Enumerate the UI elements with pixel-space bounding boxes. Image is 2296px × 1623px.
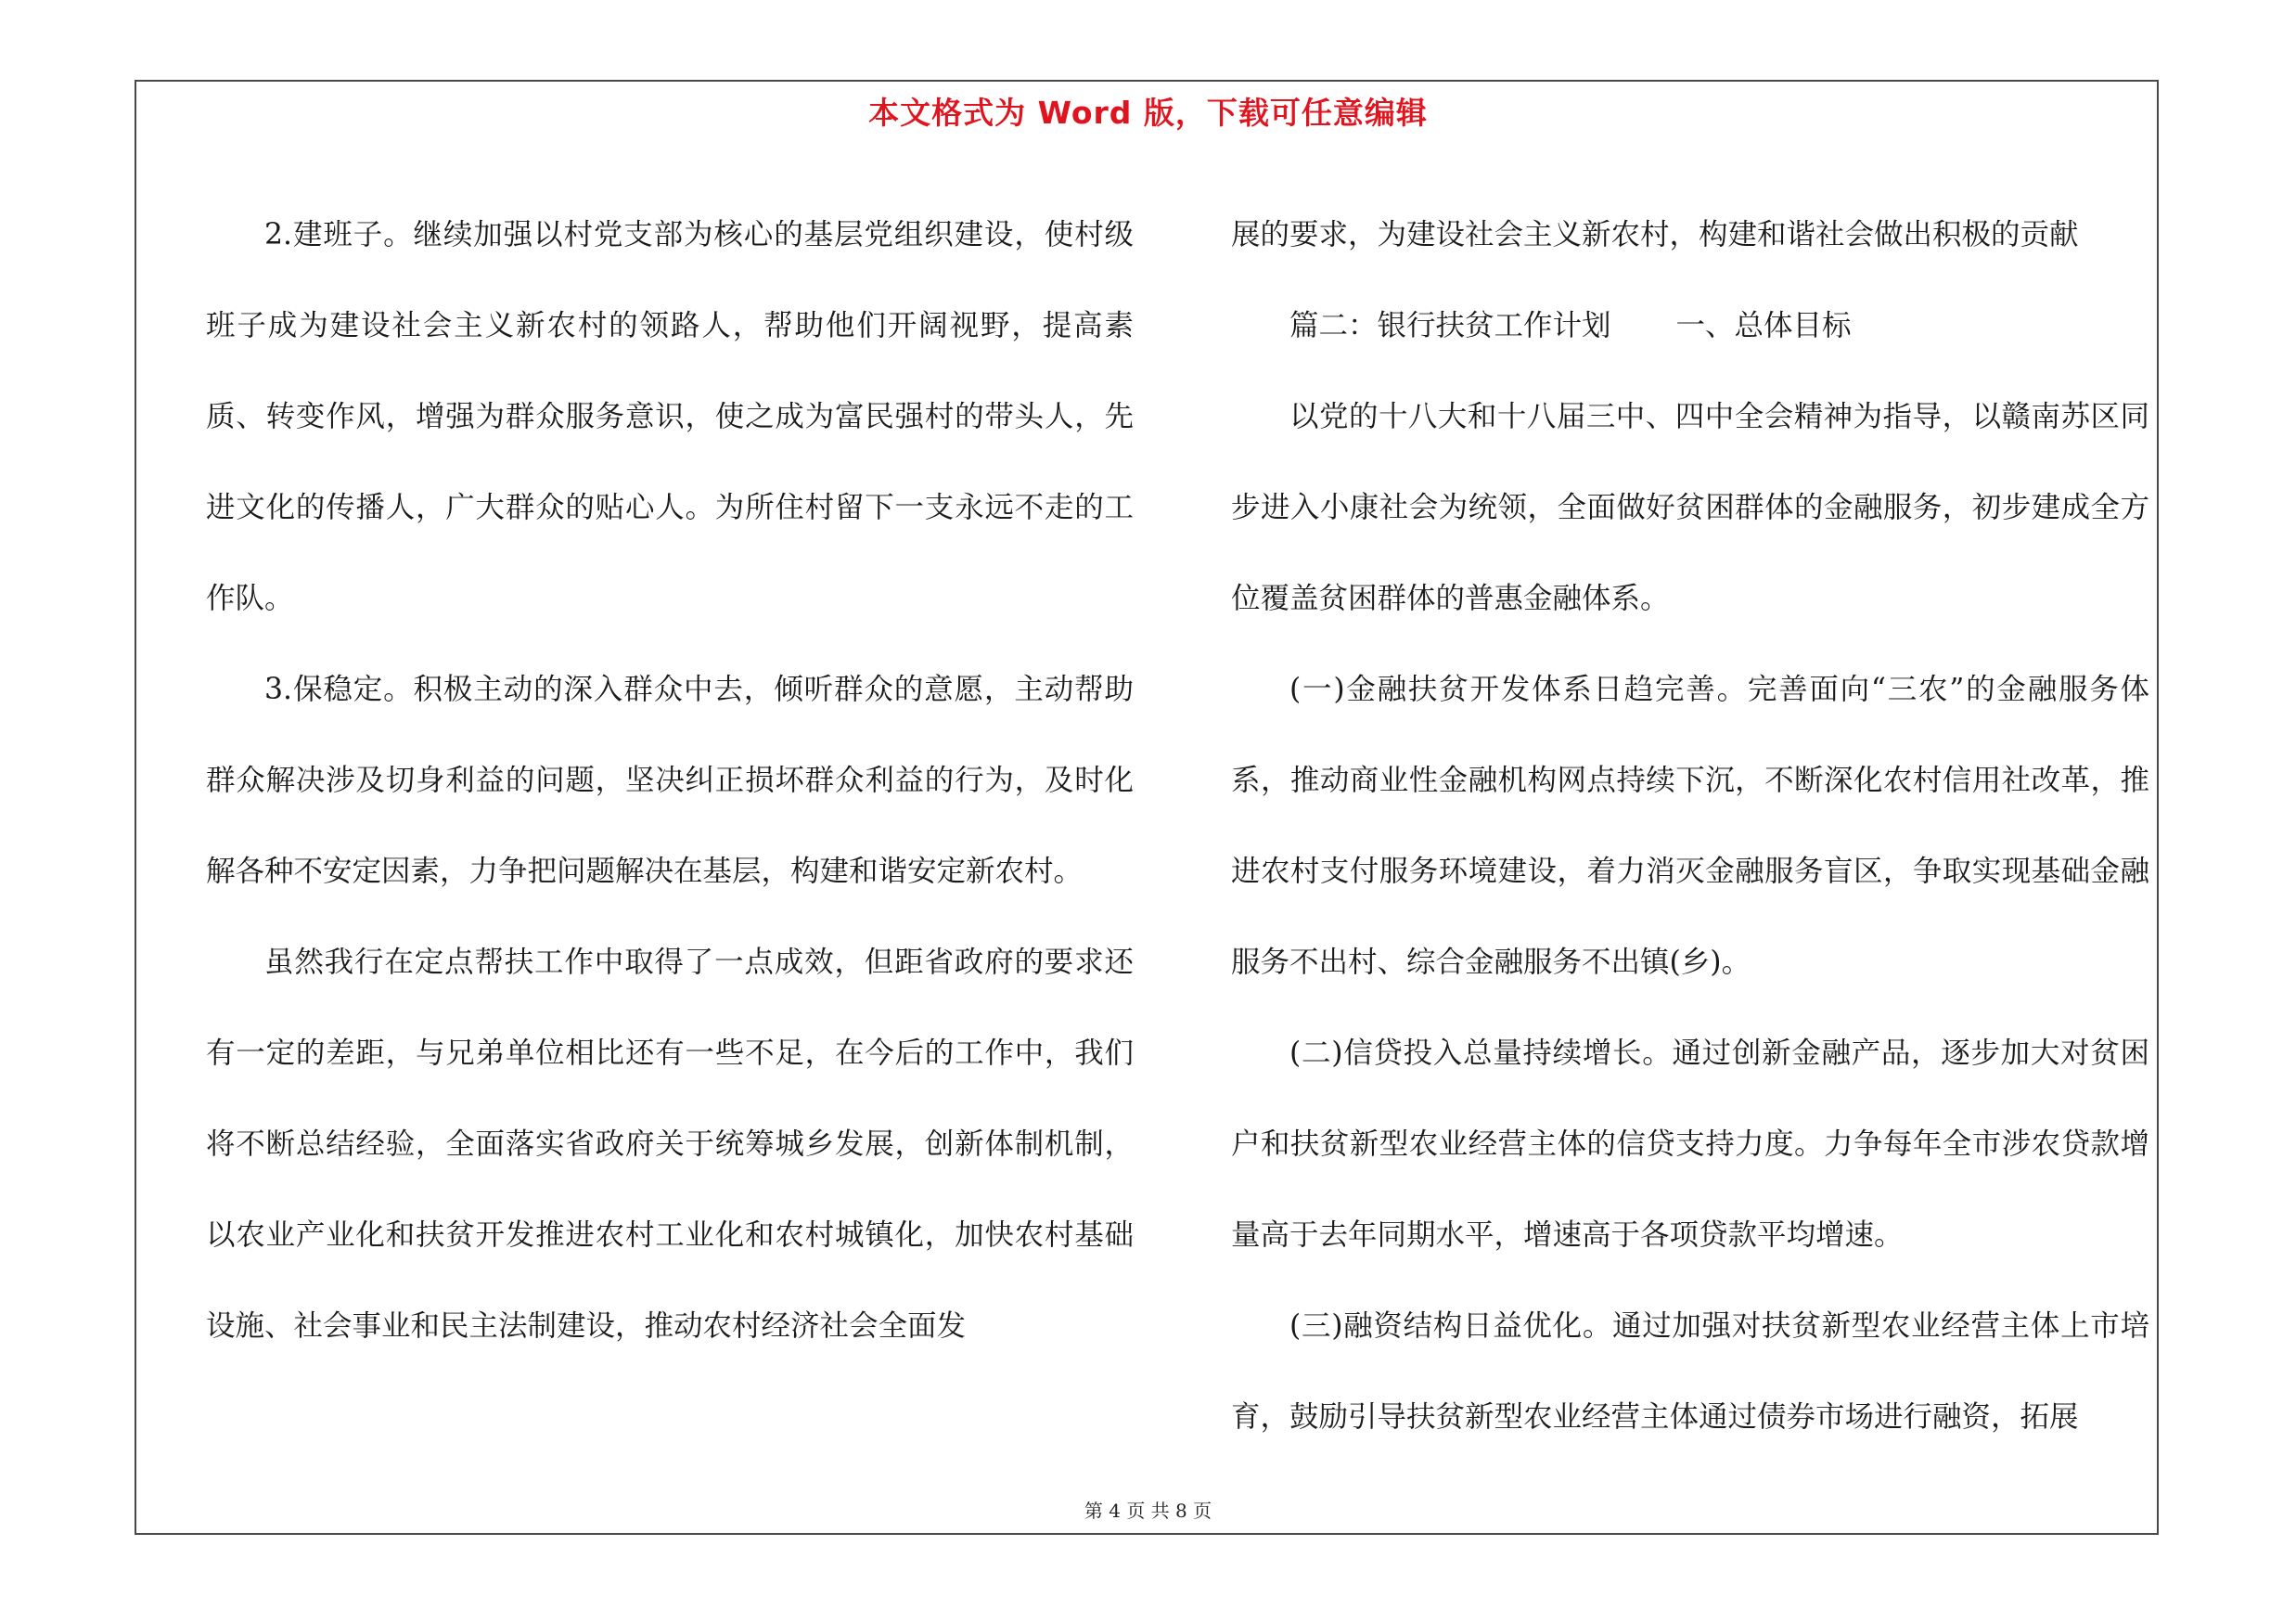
section-heading <box>1231 280 2149 371</box>
right-column <box>1231 189 2149 1462</box>
paragraph-system: (一)金融扶贫开发体系日趋完善。完善面向“三农”的金融服务体系，推动商业性金融机构网点持续下沉，不断深化农村信用社改革，推进农村支付服务环境建设，着力消灭金融服务盲区，争取实现基础金融服务不出村、综合金融服务不出镇(乡)。 <box>1231 673 2149 979</box>
paragraph-keep-stability: 3.保稳定。积极主动的深入群众中去，倾听群众的意愿，主动帮助群众解决涉及切身利益的问题，坚决纠正损坏群众利益的行为，及时化解各种不安定因素，力争把问题解决在基层，构建和谐安定新农村。 <box>206 673 1134 888</box>
paragraph-guideline: 以党的十八大和十八届三中、四中全会精神为指导，以赣南苏区同步进入小康社会为统领，全面做好贫困群体的金融服务，初步建成全方位覆盖贫困群体的普惠金融体系。 <box>1231 400 2149 615</box>
paragraph-financing: (三)融资结构日益优化。通过加强对扶贫新型农业经营主体上市培育，鼓励引导扶贫新型农业经营主体通过债券市场进行融资，拓展 <box>1231 1309 2149 1434</box>
article-title: 篇二：银行扶贫工作计划 <box>1289 309 1611 342</box>
left-column <box>206 189 1134 1372</box>
paragraph-credit: (二)信贷投入总量持续增长。通过创新金融产品，逐步加大对贫困户和扶贫新型农业经营主体的信贷支持力度。力争每年全市涉农贷款增量高于去年同期水平，增速高于各项贷款平均增速。 <box>1231 1037 2149 1252</box>
page-number: 第 4 页 共 8 页 <box>1084 1500 1212 1522</box>
format-notice-banner: 本文格式为 Word 版，下载可任意编辑 <box>868 95 1428 131</box>
paragraph-build-team: 2.建班子。继续加强以村党支部为核心的基层党组织建设，使村级班子成为建设社会主义新农村的领路人，帮助他们开阔视野，提高素质、转变作风，增强为群众服务意识，使之成为富民强村的带头人，先进文化的传播人，广大群众的贴心人。为所住村留下一支永远不走的工作队。 <box>206 218 1134 615</box>
paragraph-continuation: 展的要求，为建设社会主义新农村，构建和谐社会做出积极的贡献 <box>1231 218 2079 251</box>
section-title: 一、总体目标 <box>1675 309 1852 342</box>
paragraph-summary: 虽然我行在定点帮扶工作中取得了一点成效，但距省政府的要求还有一定的差距，与兄弟单位相比还有一些不足，在今后的工作中，我们将不断总结经验，全面落实省政府关于统筹城乡发展，创新体制机制，以农业产业化和扶贫开发推进农村工业化和农村城镇化，加快农村基础设施、社会事业和民主法制建设，推动农村经济社会全面发 <box>206 946 1134 1343</box>
